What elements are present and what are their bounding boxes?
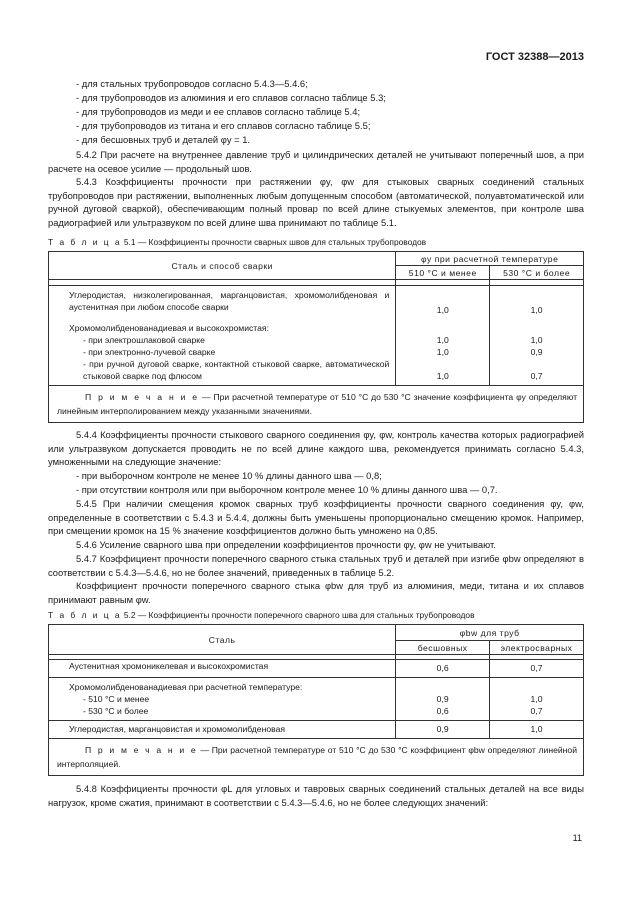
table-cell-group bbox=[490, 319, 584, 386]
table-note bbox=[49, 385, 584, 422]
list-item: - при отсутствии контроля или при выборочном контроле менее 10 % длины данного шва — 0,7. bbox=[76, 484, 498, 495]
table-cell-group bbox=[396, 678, 490, 721]
table-cell: 0,9 bbox=[436, 694, 449, 704]
list-item: - при выборочном контроле не менее 10 % длины данного шва — 0,8; bbox=[76, 470, 382, 481]
paragraph-5-4-5: 5.4.5 При наличии смещения кромок сварных труб коэффициенты прочности сварного соединения φy, φw, определенные в соответствии с 5.4.3 и 5.4.4, должны быть уменьшены пропорционально смещению кромок. Например, при смещении кромок на 15 % значение коэффициентов должно быть умножено на 0,85. bbox=[48, 498, 584, 537]
subheader-seamless: бесшовных bbox=[396, 641, 490, 655]
table-caption-label: Т а б л и ц а bbox=[48, 237, 122, 247]
paragraph-5-4-8: 5.4.8 Коэффициенты прочности φL для угловых и тавровых сварных соединений стальных деталей на все виды нагрузок, кроме сжатия, принимают в соответствии с 5.4.3—5.4.6, но не более следующих значений: bbox=[48, 783, 584, 808]
subheader-510: 510 °С и менее bbox=[396, 266, 490, 280]
subheader-welded: электросварных bbox=[490, 641, 584, 655]
row-group-title: Хромомолибденованадиевая и высокохромистая: bbox=[69, 322, 269, 333]
table-caption bbox=[48, 237, 426, 247]
table-cell: 1,0 bbox=[530, 694, 543, 704]
table-caption-label: Т а б л и ц а bbox=[48, 610, 122, 620]
table-cell: 1,0 bbox=[490, 286, 584, 319]
transverse-weld-table bbox=[48, 624, 584, 776]
page-number: 11 bbox=[572, 833, 582, 843]
row-item: - 510 °С и менее bbox=[83, 694, 150, 704]
table-cell: 1,0 bbox=[530, 334, 543, 345]
subheader-530: 530 °С и более bbox=[490, 266, 584, 280]
column-header-steel: Сталь и способ сварки bbox=[49, 252, 396, 280]
table-cell: 0,9 bbox=[396, 721, 490, 739]
table-cell: 0,6 bbox=[396, 660, 490, 678]
list-item: - для бесшовных труб и деталей φy = 1. bbox=[76, 134, 251, 145]
table-cell: 1,0 bbox=[490, 721, 584, 739]
table-cell-group bbox=[490, 678, 584, 721]
table-cell: 0,7 bbox=[530, 706, 543, 716]
paragraph-5-4-4: 5.4.4 Коэффициенты прочности стыкового сварного соединения φy, φw, контроль качества которых радиографией или ультразвуком допускается проводить не по всей длине каждого шва, рекомендуется принимать согласно 5.4.3, умноженными на следующие значение: bbox=[48, 429, 584, 468]
table-cell: 1,0 bbox=[436, 370, 449, 381]
table-cell: 0,9 bbox=[530, 346, 543, 357]
table-row-label: Аустенитная хромоникелевая и высокохромистая bbox=[49, 660, 396, 678]
table-note bbox=[49, 739, 584, 776]
row-item: - при электрошлаковой сварке bbox=[83, 334, 205, 345]
list-item: - для трубопроводов из алюминия и его сплавов согласно таблице 5.3; bbox=[76, 92, 386, 103]
paragraph-5-4-7-continued: Коэффициент прочности поперечного сварного стыка φbw для труб из алюминия, меди, титана и их сплавов принимают равным φw. bbox=[48, 580, 584, 605]
table-row-label: Углеродистая, марганцовистая и хромомолибденовая bbox=[49, 721, 396, 739]
note-label: П р и м е ч а н и е bbox=[85, 391, 200, 402]
row-item: - 530 °С и более bbox=[83, 706, 149, 716]
table-cell: 0,6 bbox=[436, 706, 449, 716]
paragraph-5-4-2: 5.4.2 При расчете на внутреннее давление труб и цилиндрических деталей не учитывают поперечный шов, а при расчете на осевое усилие — продольный шов. bbox=[48, 149, 584, 174]
table-cell: 0,7 bbox=[530, 370, 543, 381]
row-item: - при электронно-лучевой сварке bbox=[83, 346, 216, 357]
table-cell-group bbox=[396, 319, 490, 386]
paragraph-5-4-3: 5.4.3 Коэффициенты прочности при растяжении φy, φw для стыковых сварных соединений стальных трубопроводов при растяжении, выполненных любым допущенным способом (автоматической, полуавтоматической или ручной дуговой сваркой), обеспечивающим полный провар по всей длине стыкуемых элементов, при контроле шва радиографией или ультразвуком по всей длине шва принимают по таблице 5.1. bbox=[48, 176, 584, 228]
table-row-label bbox=[49, 678, 396, 721]
list-item: - для стальных трубопроводов согласно 5.4.3—5.4.6; bbox=[76, 78, 308, 89]
list-item: - для трубопроводов из меди и ее сплавов согласно таблице 5.4; bbox=[76, 106, 361, 117]
note-text: — При расчетной температуре от 510 °С до 530 °С коэффициент φbw определяют линейной интерполяцией. bbox=[57, 745, 577, 769]
table-cell: 1,0 bbox=[436, 334, 449, 345]
note-text: — При расчетной температуре от 510 °С до 530 °С значение коэффициента φy определяют линейным интерполированием между указанными значениями. bbox=[57, 391, 578, 416]
paragraph-5-4-7: 5.4.7 Коэффициент прочности поперечного сварного стыка стальных труб и деталей при изгибе φbw определяют в соответствии с 5.4.3—5.4.6, но не более значений, приведенных в таблице 5.2. bbox=[48, 553, 584, 578]
table-caption bbox=[48, 610, 475, 620]
row-group-title: Хромомолибденованадиевая при расчетной температуре: bbox=[69, 682, 303, 692]
table-cell: 0,7 bbox=[490, 660, 584, 678]
table-cell: 1,0 bbox=[396, 286, 490, 319]
table-cell: 1,0 bbox=[436, 346, 449, 357]
table-row-label bbox=[49, 319, 396, 386]
table-caption-text: 5.2 — Коэффициенты прочности поперечного сварного шва для стальных трубопроводов bbox=[123, 610, 475, 620]
table-caption-text: 5.1 — Коэффициенты прочности сварных швов для стальных трубопроводов bbox=[123, 237, 427, 247]
paragraph-5-4-6: 5.4.6 Усиление сварного шва при определении коэффициентов прочности φy, φw не учитывают. bbox=[76, 539, 496, 550]
row-item: - при ручной дуговой сварке, контактной стыковой сварке, автоматической стыковой сварке под флюсом bbox=[83, 358, 390, 381]
weld-strength-table bbox=[48, 251, 584, 423]
column-header-phi: φbw для труб bbox=[396, 625, 584, 641]
document-code: ГОСТ 32388—2013 bbox=[485, 51, 584, 63]
column-header-steel: Сталь bbox=[49, 625, 396, 655]
list-item: - для трубопроводов из титана и его сплавов согласно таблице 5.5; bbox=[76, 120, 371, 131]
table-row-label: Углеродистая, низколегированная, марганцовистая, хромомолибденовая и аустенитная при любом способе сварки bbox=[49, 286, 396, 319]
column-header-phi: φy при расчетной температуре bbox=[396, 252, 584, 266]
note-label: П р и м е ч а н и е bbox=[85, 745, 198, 755]
